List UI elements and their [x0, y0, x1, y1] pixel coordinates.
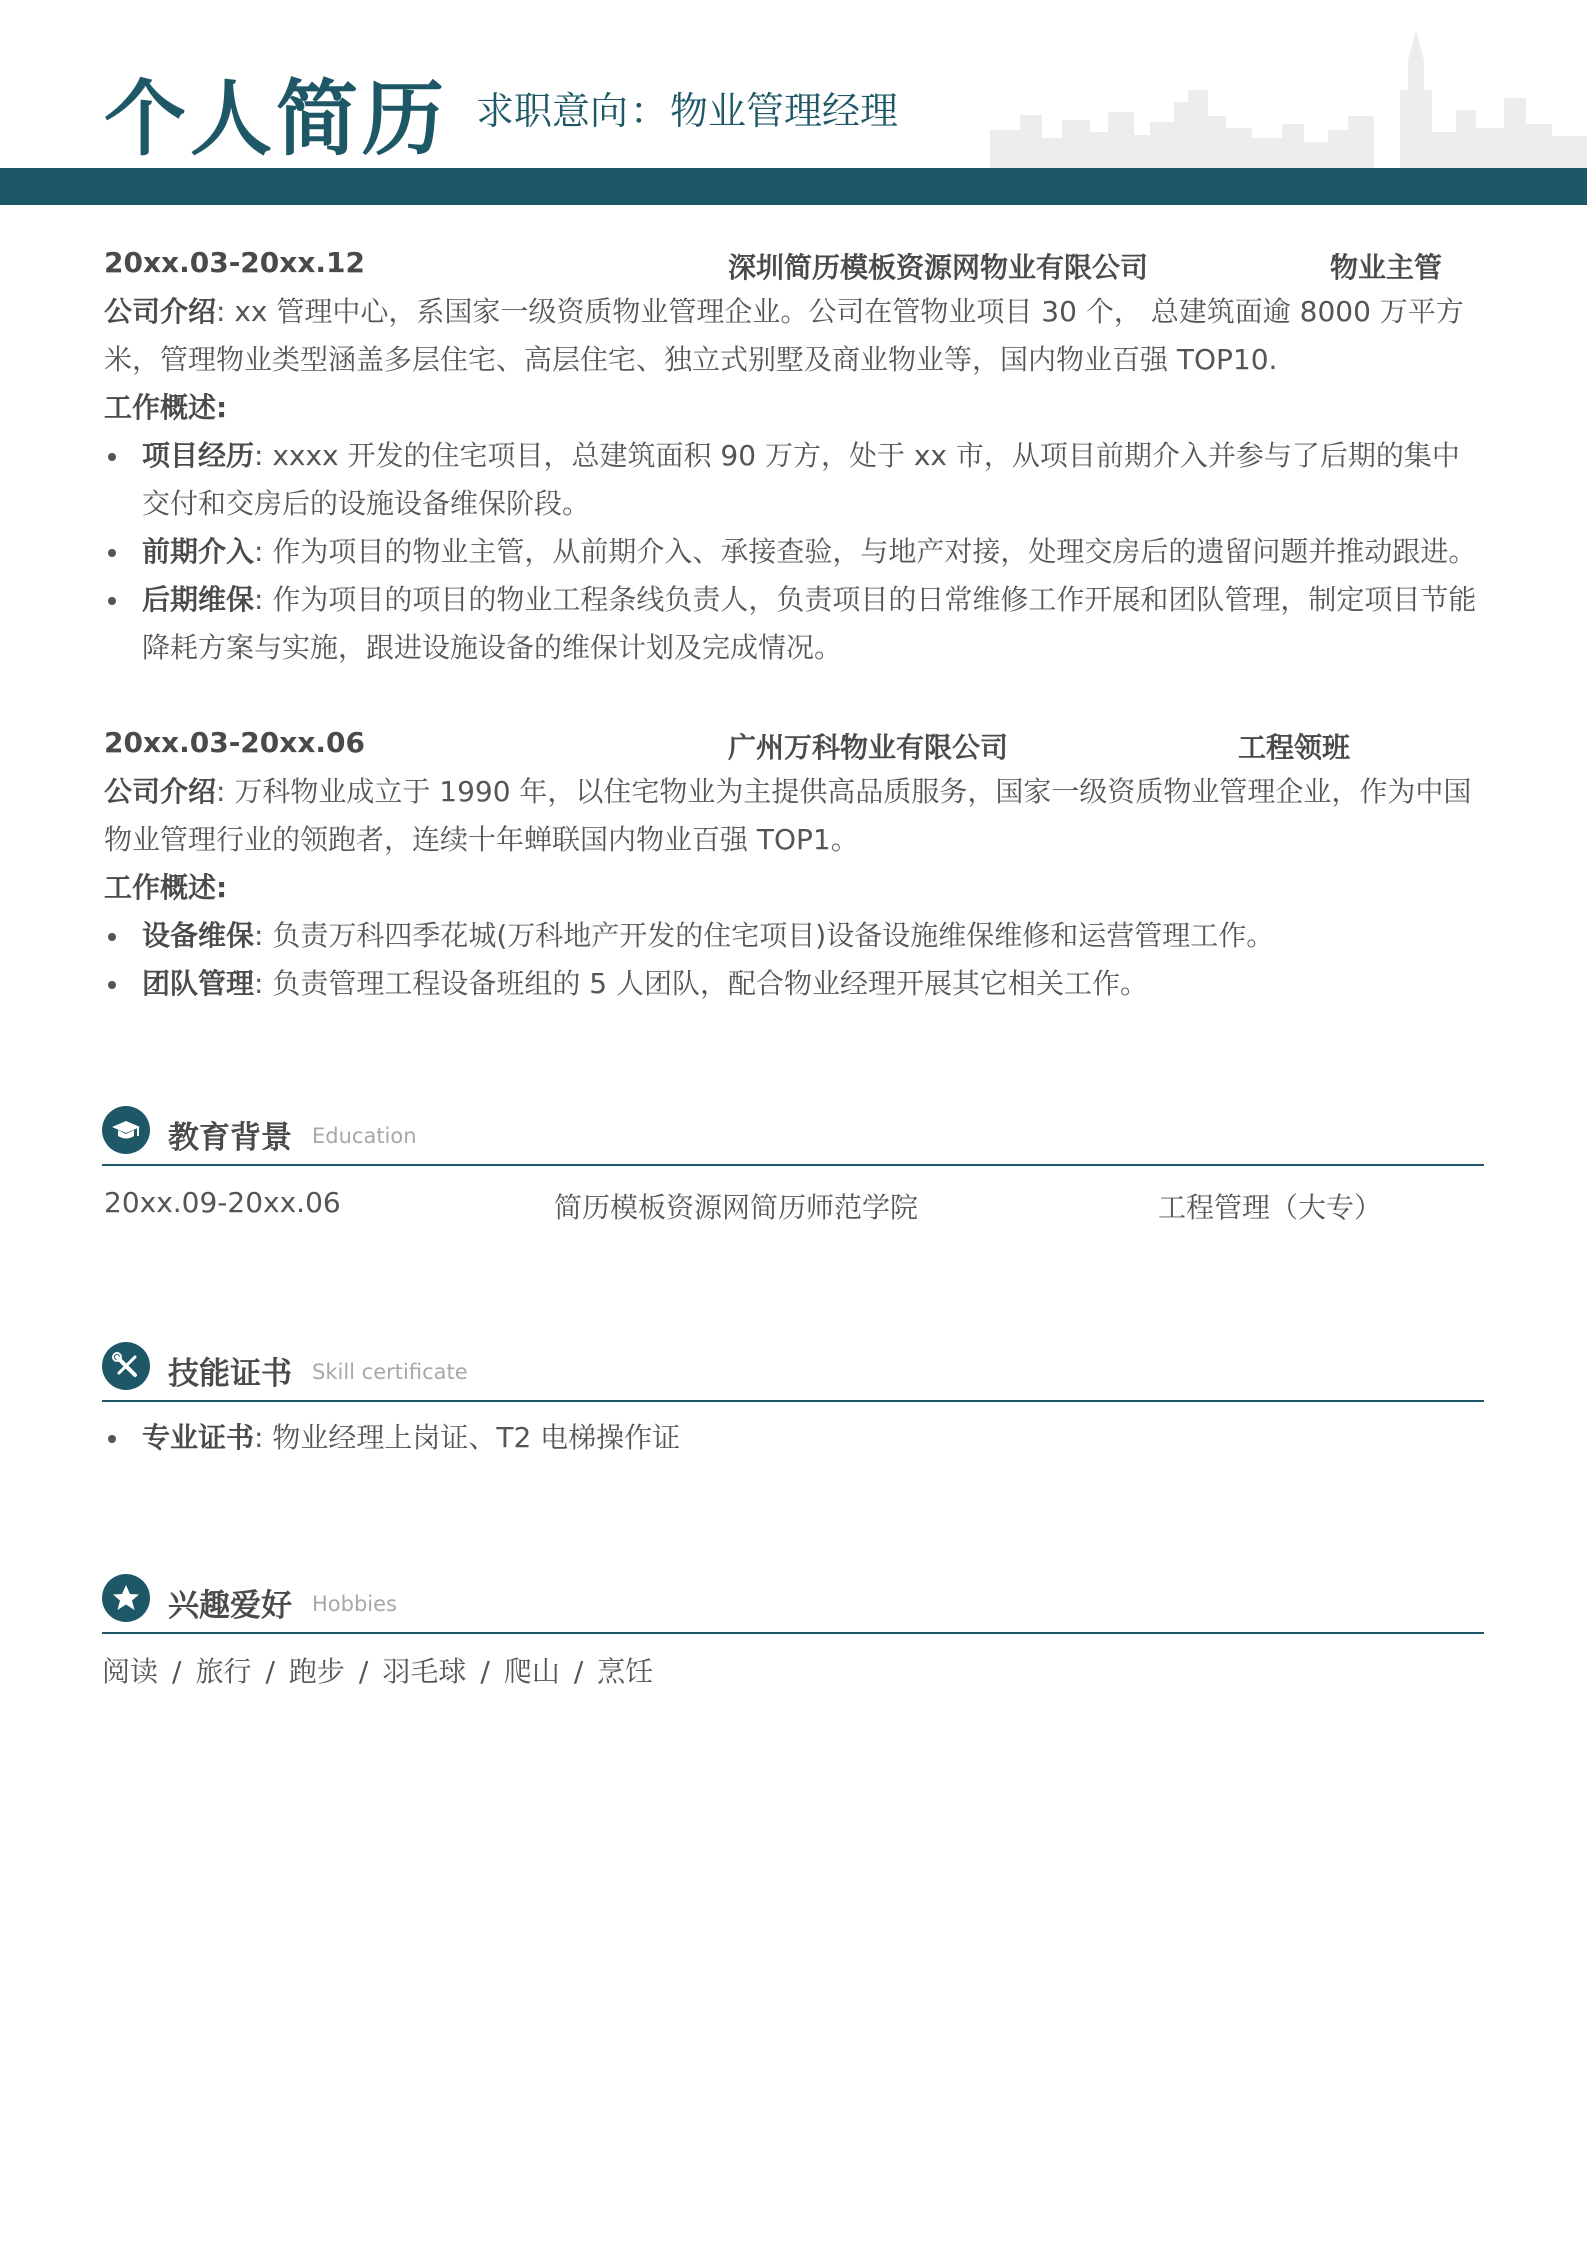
- hobby-item: 羽毛球: [382, 1655, 467, 1688]
- hobby-item: 阅读: [102, 1655, 159, 1688]
- hobbies-section: [102, 1572, 1484, 1690]
- job-bullets: [104, 912, 1484, 1008]
- graduation-cap-icon: [102, 1106, 150, 1154]
- hobbies-list: 阅读 / 旅行 / 跑步 / 羽毛球 / 爬山 / 烹饪: [102, 1655, 654, 1688]
- summary-label: 工作概述:: [104, 391, 228, 424]
- job-period: 20xx.03-20xx.06: [104, 726, 365, 759]
- list-item: 专业证书: 物业经理上岗证、T2 电梯操作证: [104, 1414, 1484, 1462]
- company-intro: [104, 768, 1484, 864]
- job-company: 广州万科物业有限公司: [728, 731, 1009, 764]
- job-company: 深圳简历模板资源网物业有限公司: [728, 251, 1149, 284]
- job-period: 20xx.03-20xx.12: [104, 246, 365, 279]
- hobby-item: 爬山: [503, 1655, 560, 1688]
- job-position: 工程领班: [1238, 731, 1351, 764]
- intro-text: : xx 管理中心，系国家一级资质物业管理企业。公司在管物业项目 30 个， 总建筑面逾 8000 万平方米，管理物业类型涵盖多层住宅、高层住宅、独立式别墅及商业物业等，国内物业百强 TOP10.: [104, 295, 1464, 376]
- intro-label: 公司介绍: [104, 295, 217, 328]
- intention-separator: ：: [630, 89, 669, 133]
- company-intro: [104, 288, 1484, 384]
- header-bar: [0, 168, 1587, 205]
- intro-text: : 万科物业成立于 1990 年，以住宅物业为主提供高品质服务，国家一级资质物业管理企业，作为中国物业管理行业的领跑者，连续十年蝉联国内物业百强 TOP1。: [104, 775, 1472, 856]
- hobby-item: 烹饪: [597, 1655, 654, 1688]
- job-position: 物业主管: [1330, 251, 1443, 284]
- intro-label: 公司介绍: [104, 775, 217, 808]
- section-header: [102, 1572, 1484, 1634]
- list-item: 设备维保: 负责万科四季花城(万科地产开发的住宅项目)设备设施维保维修和运营管理工作。: [104, 912, 1484, 960]
- job-bullets: [104, 432, 1484, 672]
- list-item: 前期介入: 作为项目的物业主管，从前期介入、承接查验，与地产对接，处理交房后的遗留问题并推动跟进。: [104, 528, 1484, 576]
- job-entry-1: [104, 240, 1484, 672]
- city-skyline-decoration: [980, 20, 1587, 170]
- job-entry-2: [104, 720, 1484, 1008]
- education-section: [102, 1104, 1484, 1226]
- skills-list: [104, 1414, 1484, 1462]
- hobby-item: 旅行: [195, 1655, 252, 1688]
- list-item: 团队管理: 负责管理工程设备班组的 5 人团队，配合物业经理开展其它相关工作。: [104, 960, 1484, 1008]
- section-title: 教育背景: [168, 1120, 292, 1156]
- header: [0, 0, 1587, 205]
- intention-label: 求职意向: [476, 89, 629, 133]
- list-item: 项目经历: xxxx 开发的住宅项目，总建筑面积 90 万方，处于 xx 市，从项目前期介入并参与了后期的集中交付和交房后的设施设备维保阶段。: [104, 432, 1484, 528]
- education-row: [102, 1166, 1484, 1226]
- job-intention: [476, 80, 898, 135]
- section-subtitle: Education: [312, 1124, 417, 1148]
- page-title: 个人简历: [104, 72, 449, 167]
- intention-value: 物业管理经理: [670, 89, 899, 133]
- section-header: [102, 1340, 1484, 1402]
- section-title: 兴趣爱好: [168, 1588, 292, 1624]
- job-header: [104, 720, 1484, 768]
- skills-section: [102, 1340, 1484, 1462]
- star-icon: [102, 1574, 150, 1622]
- summary-label: 工作概述:: [104, 871, 228, 904]
- education-major: 工程管理（大专）: [1158, 1191, 1383, 1224]
- hobby-item: 跑步: [288, 1655, 345, 1688]
- education-period: 20xx.09-20xx.06: [104, 1186, 341, 1219]
- section-subtitle: Skill certificate: [312, 1360, 468, 1384]
- section-subtitle: Hobbies: [312, 1592, 397, 1616]
- work-experience: [104, 240, 1484, 1008]
- tools-icon: [102, 1342, 150, 1390]
- section-title: 技能证书: [168, 1356, 292, 1392]
- job-header: [104, 240, 1484, 288]
- section-header: [102, 1104, 1484, 1166]
- list-item: 后期维保: 作为项目的项目的物业工程条线负责人，负责项目的日常维修工作开展和团队管理，制定项目节能降耗方案与实施，跟进设施设备的维保计划及完成情况。: [104, 576, 1484, 672]
- education-school: 简历模板资源网简历师范学院: [554, 1191, 919, 1224]
